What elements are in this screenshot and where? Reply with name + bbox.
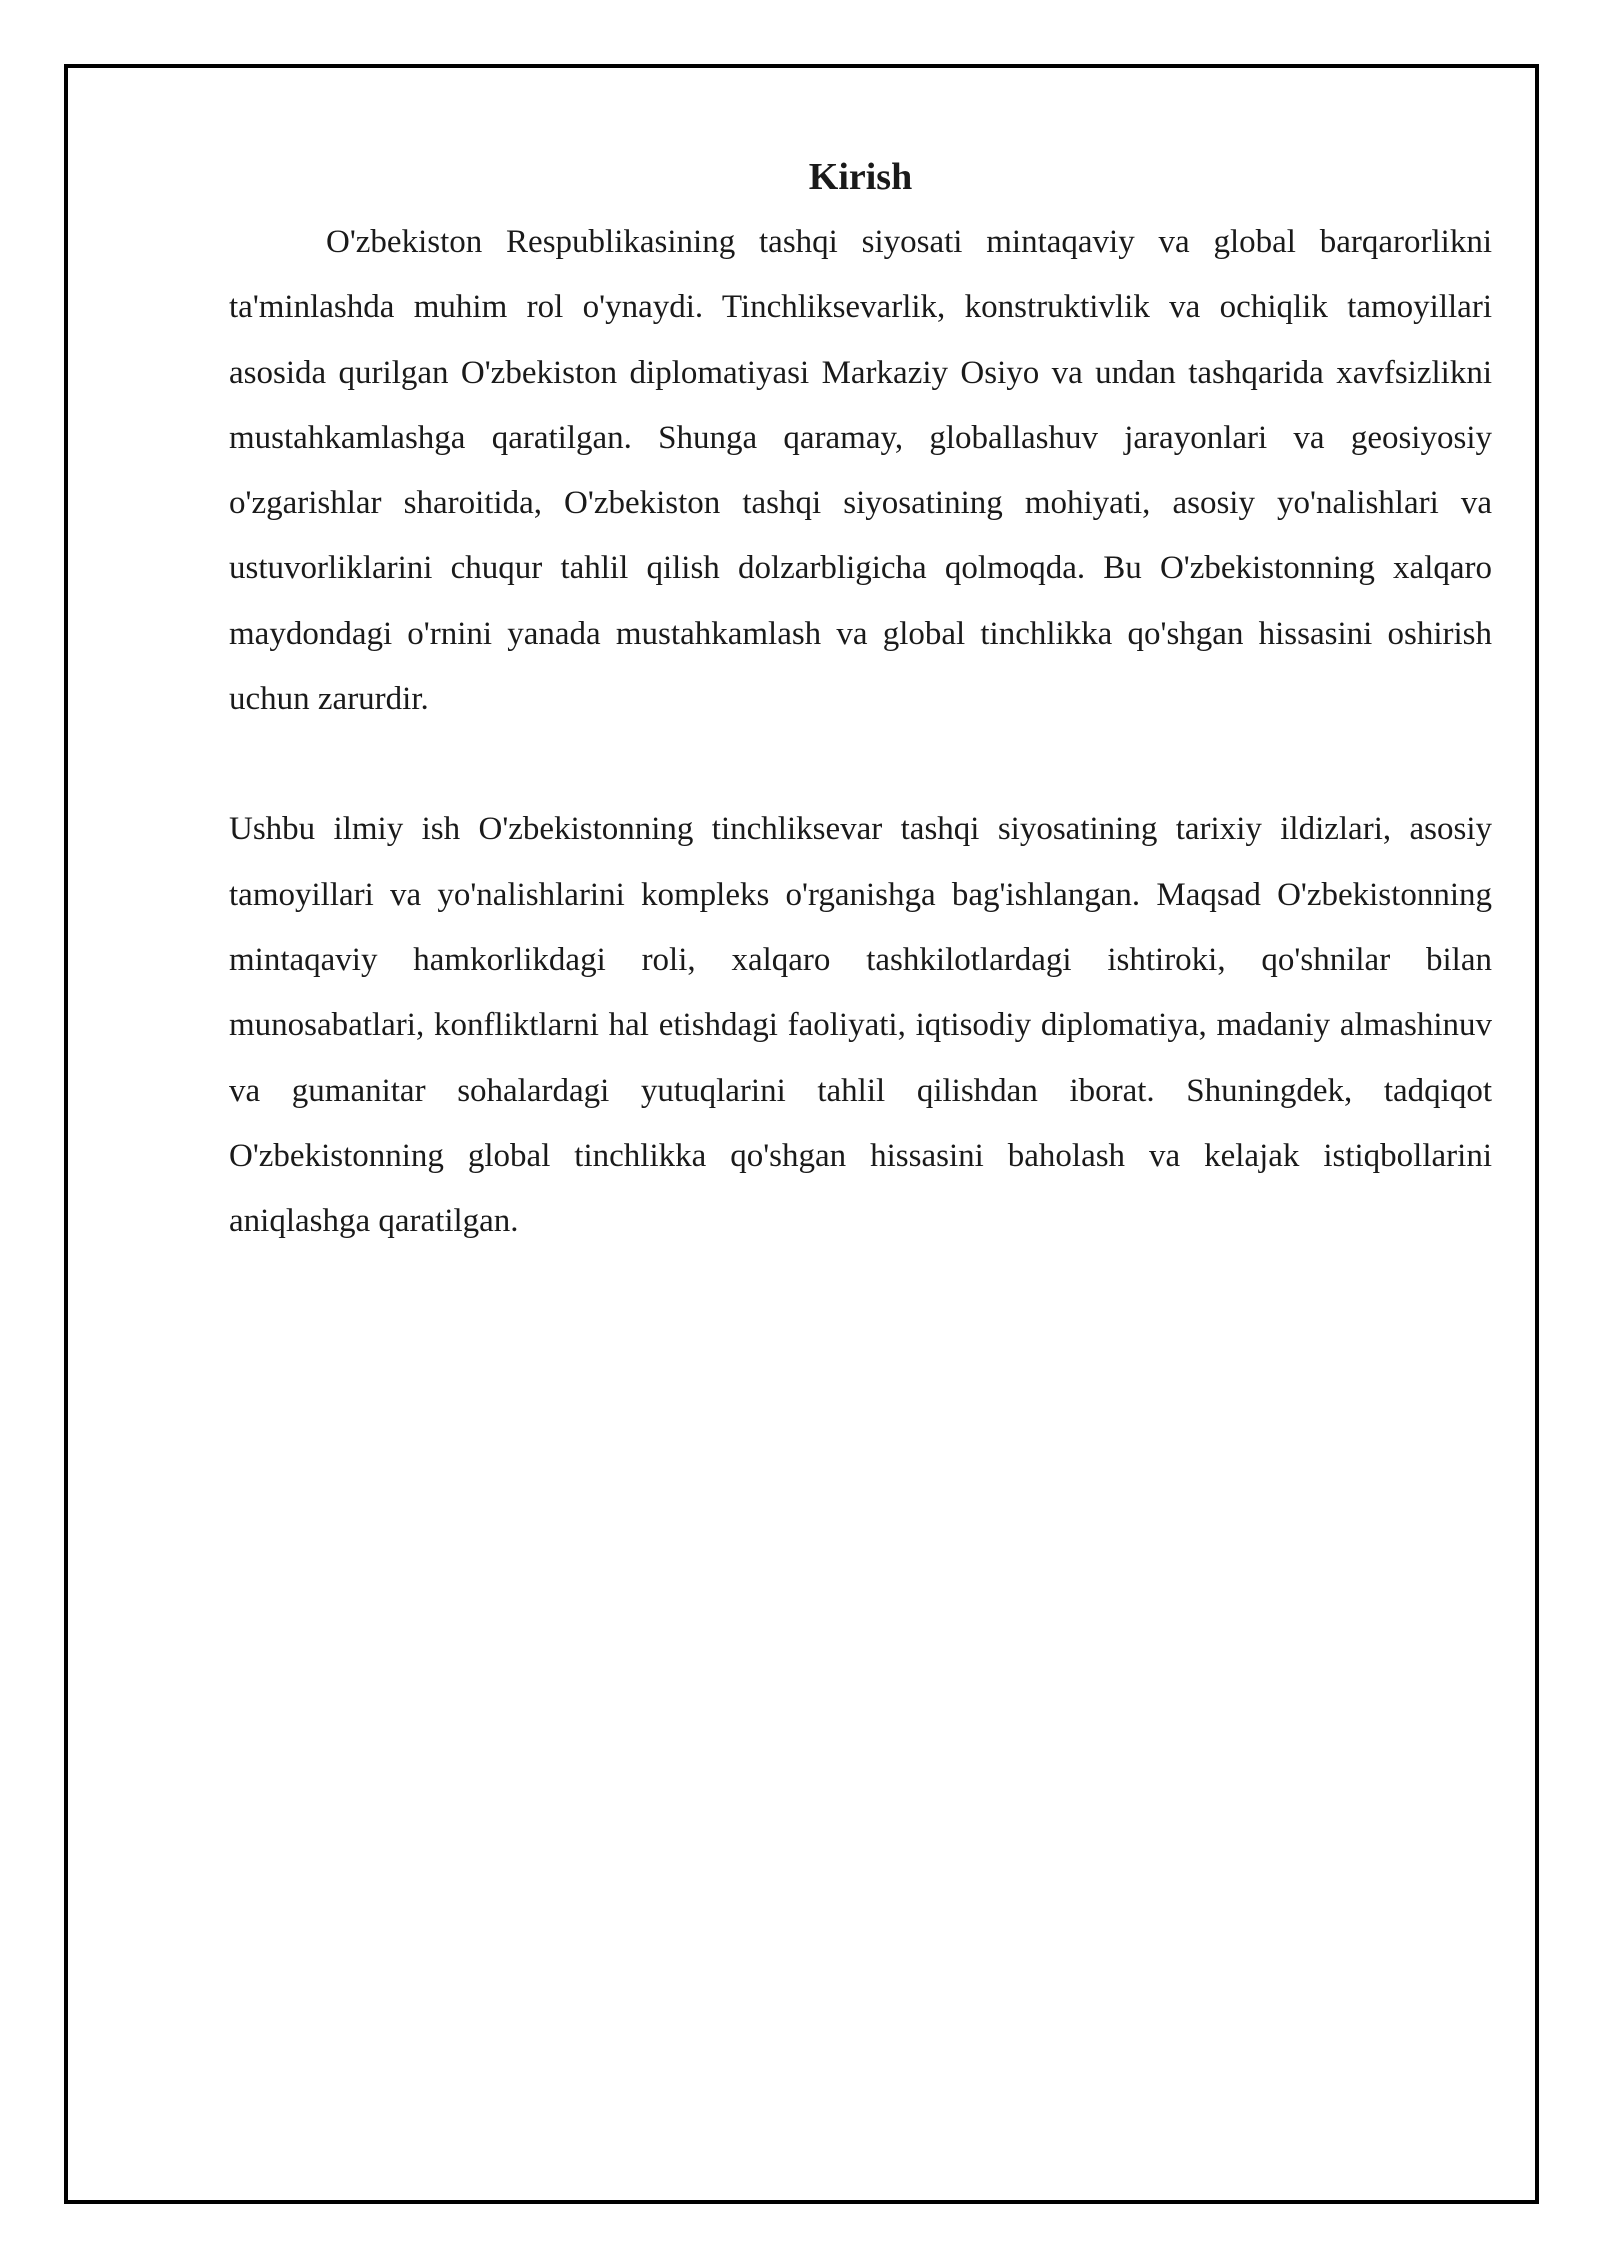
paragraph-purpose: Ushbu ilmiy ish O'zbekistonning tinchliksevar tashqi siyosatining tarixiy ildizlari, asosiy tamoyillari va yo'nalishlarini kompleks o'rganishga bag'ishlangan. Maqsad O'zbekistonning mintaqaviy hamkorlikdagi roli, xalqaro tashkilotlardagi ishtiroki, qo'shnilar bilan munosabatlari, konfliktlarni hal etishdagi faoliyati, iqtisodiy diplomatiya, madaniy almashinuv va gumanitar sohalardagi yutuqlarini tahlil qilishdan iborat. Shuningdek, tadqiqot O'zbekistonning global tinchlikka qo'shgan hissasini baholash va kelajak istiqbollarini aniqlashga qaratilgan. — [229, 811, 1492, 1240]
paragraph-spacer — [229, 732, 1492, 797]
document-body — [229, 148, 1492, 1254]
document-title: Kirish — [808, 156, 913, 198]
paragraph-intro: O'zbekiston Respublikasining tashqi siyosati mintaqaviy va global barqarorlikni ta'minlashda muhim rol o'ynaydi. Tinchliksevarlik, konstruktivlik va ochiqlik tamoyillari asosida qurilgan O'zbekiston diplomatiyasi Markaziy Osiyo va undan tashqarida xavfsizlikni mustahkamlashga qaratilgan. Shunga qaramay, globallashuv jarayonlari va geosiyosiy o'zgarishlar sharoitida, O'zbekiston tashqi siyosatining mohiyati, asosiy yo'nalishlari va ustuvorliklarini chuqur tahlil qilish dolzarbligicha qolmoqda. Bu O'zbekistonning xalqaro maydondagi o'rnini yanada mustahkamlash va global tinchlikka qo'shgan hissasini oshirish uchun zarurdir. — [229, 224, 1492, 718]
